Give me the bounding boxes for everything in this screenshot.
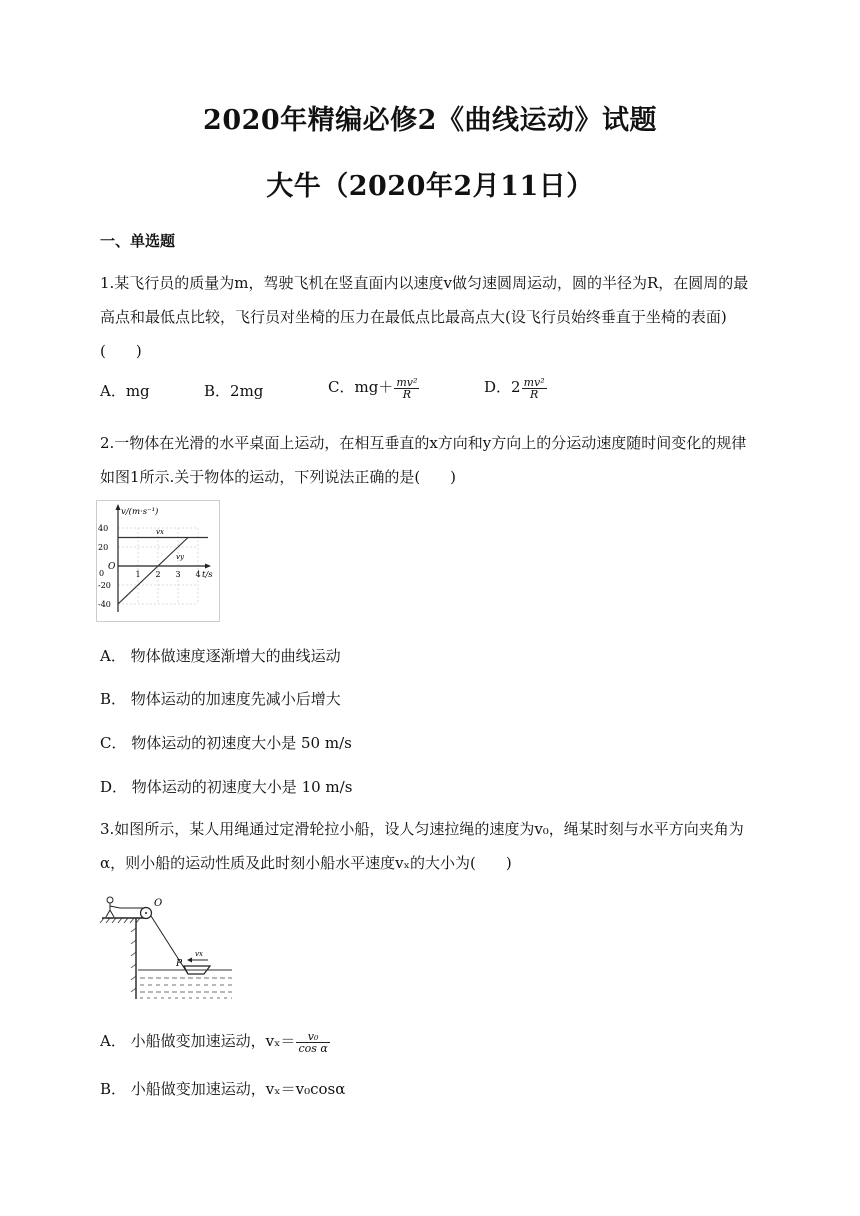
x-tick-label: 2: [155, 570, 161, 579]
q1-option-d-fraction: [522, 377, 547, 400]
velocity-arrowhead: [187, 958, 192, 963]
wall-hatch: [131, 928, 136, 992]
x-axis-arrow: [205, 564, 211, 569]
fraction-numerator: mv²: [523, 375, 545, 389]
q1-option-c-fraction: [394, 377, 419, 400]
y-axis-arrow: [116, 504, 121, 510]
y-tick-label: -40: [98, 600, 111, 609]
q2-option-c: C． 物体运动的初速度大小是 50 m/s: [100, 734, 352, 752]
series-label-vx: vx: [156, 528, 164, 536]
q3-option-a-prefix: A． 小船做变加速运动，vₓ＝: [100, 1032, 296, 1050]
fraction-denominator: R: [402, 387, 411, 401]
q2-option-d: D． 物体运动的初速度大小是 10 m/s: [100, 778, 353, 796]
section-heading: 一、单选题: [100, 232, 176, 250]
fraction-numerator: mv²: [396, 375, 418, 389]
label-vx: vx: [195, 950, 203, 958]
series-lines: [118, 538, 208, 605]
y-axis-label: v/(m·s⁻¹): [121, 507, 159, 517]
q1-option-c: [328, 376, 420, 400]
y-tick-label: 0: [99, 569, 105, 578]
water-surface: [138, 970, 232, 998]
q1-option-a: A．mg: [100, 382, 150, 400]
x-tick-label: 3: [175, 570, 181, 579]
q2-option-a: A． 物体做速度逐渐增大的曲线运动: [100, 647, 341, 665]
question-3-stem: 3.如图所示，某人用绳通过定滑轮拉小船，设人匀速拉绳的速度为v₀，绳某时刻与水平方向夹角为α，则小船的运动性质及此时刻小船水平速度vₓ的大小为( ): [100, 820, 744, 872]
question-2-stem: 2.一物体在光滑的水平桌面上运动，在相互垂直的x方向和y方向上的分运动速度随时间变化的规律如图1所示.关于物体的运动，下列说法正确的是( ): [100, 434, 747, 486]
x-axis-label: t/s: [202, 570, 213, 580]
fraction-numerator: v₀: [296, 1031, 329, 1043]
y-tick-label: -20: [98, 581, 111, 590]
label-o: O: [154, 898, 163, 909]
origin-label: O: [108, 562, 116, 572]
y-tick-label: 40: [98, 524, 109, 533]
q3-option-a: [100, 1030, 331, 1054]
person-figure: [106, 897, 120, 917]
document-title: 2020年精编必修2《曲线运动》试题: [203, 105, 657, 136]
document-subtitle: 大牛（2020年2月11日）: [266, 171, 594, 202]
x-tick-label: 1: [135, 570, 141, 579]
q2-option-b: B． 物体运动的加速度先减小后增大: [100, 690, 341, 708]
velocity-time-graph: [96, 500, 220, 622]
q1-option-b: B．2mg: [204, 382, 264, 400]
y-tick-label: 20: [98, 543, 109, 552]
question-1-stem: 1.某飞行员的质量为m，驾驶飞机在竖直面内以速度v做匀速圆周运动，圆的半径为R，在圆周的最高点和最低点比较，飞行员对坐椅的压力在最低点比最高点大(设飞行员始终垂直于坐椅的表面)( ): [100, 274, 749, 360]
q1-option-d-prefix: D．2: [484, 378, 521, 396]
platform-hatch: [100, 918, 140, 923]
x-tick-label: 4: [195, 570, 201, 579]
q3-option-b: B． 小船做变加速运动，vₓ＝v₀cosα: [100, 1080, 346, 1098]
fraction-denominator: R: [529, 387, 539, 401]
pulley-center: [145, 912, 147, 914]
rope-slanted: [151, 916, 188, 974]
label-p: P: [176, 959, 183, 969]
q1-option-d: [484, 376, 548, 400]
q3-option-a-fraction: [296, 1031, 329, 1054]
fraction-denominator: cos α: [298, 1041, 328, 1055]
q1-option-c-prefix: C．mg＋: [328, 378, 394, 396]
pulley-boat-diagram: [98, 894, 238, 1004]
series-label-vy: vy: [176, 553, 184, 561]
